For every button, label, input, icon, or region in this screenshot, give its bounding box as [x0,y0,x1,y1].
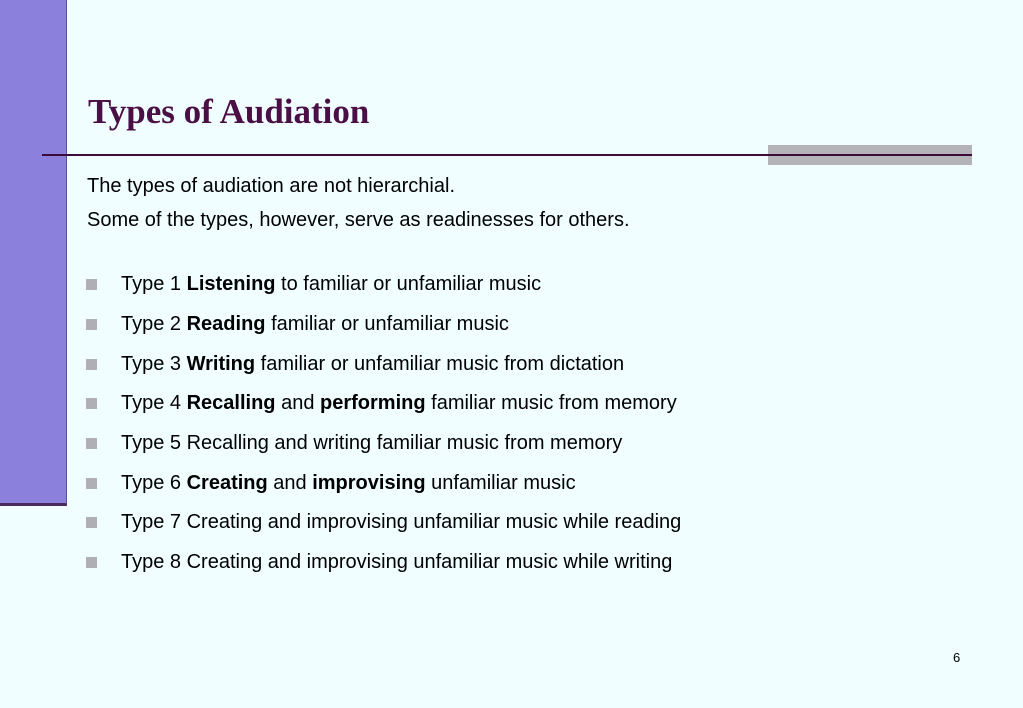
item-text: Type 6 Creating and improvising unfamiliar music [121,471,576,494]
page-number: 6 [953,650,961,665]
list-item [86,305,681,345]
item-text: Type 7 Creating and improvising unfamiliar music while reading [121,511,682,534]
item-text: Type 2 Reading familiar or unfamiliar music [121,313,509,336]
square-bullet-icon [86,279,97,290]
divider-accent-block [768,145,972,165]
list-item [86,384,681,424]
intro-line-2: Some of the types, however, serve as readinesses for others. [87,209,630,231]
item-text: Type 4 Recalling and performing familiar music from memory [121,392,677,415]
item-text: Type 3 Writing familiar or unfamiliar music from dictation [121,352,625,375]
square-bullet-icon [86,517,97,528]
list-item [86,463,681,503]
square-bullet-icon [86,319,97,330]
square-bullet-icon [86,359,97,370]
square-bullet-icon [86,557,97,568]
item-text: Type 8 Creating and improvising unfamiliar music while writing [121,551,673,574]
slide-title: Types of Audiation [88,92,370,131]
square-bullet-icon [86,438,97,449]
list-item [86,424,681,464]
square-bullet-icon [86,398,97,409]
item-text: Type 1 Listening to familiar or unfamiliar music [121,273,542,296]
left-accent-bar [0,0,67,506]
title-divider [42,154,768,156]
list-item [86,344,681,384]
intro-line-1: The types of audiation are not hierarchial. [87,175,455,197]
audiation-types-list [86,265,681,583]
square-bullet-icon [86,478,97,489]
list-item [86,543,681,583]
list-item [86,265,681,305]
list-item [86,503,681,543]
intro-text [87,169,630,237]
item-text: Type 5 Recalling and writing familiar music from memory [121,432,623,455]
